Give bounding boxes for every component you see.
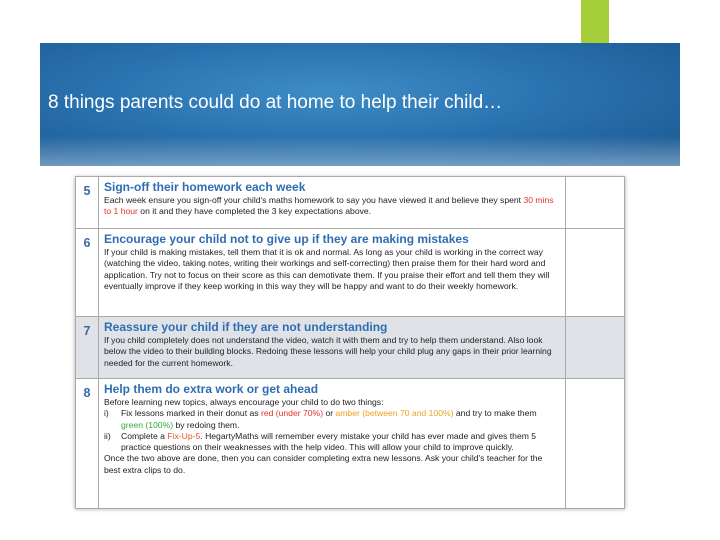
row-number: 7 <box>76 317 99 379</box>
row-content <box>99 317 566 379</box>
row-number: 5 <box>76 177 99 229</box>
red-label: red (under 70%) <box>260 408 324 419</box>
row-content <box>99 177 566 229</box>
row-heading: Help them do extra work or get ahead <box>104 382 319 396</box>
row-heading: Reassure your child if they are not understanding <box>104 320 388 334</box>
table-row-8 <box>76 379 625 509</box>
row-content <box>99 379 566 509</box>
row-heading: Sign-off their homework each week <box>104 180 306 194</box>
tips-table <box>75 176 625 508</box>
table-row-5 <box>76 177 625 229</box>
amber-label: amber (between 70 and 100%) <box>335 408 454 419</box>
row-text: Each week ensure you sign-off your child's maths homework to say you have viewed it and believe they spent 30 mins to 1 hour on it and they have completed the 3 key expectations above. <box>104 195 554 217</box>
slide-title: 8 things parents could do at home to help their child… <box>48 92 503 113</box>
row-number: 8 <box>76 379 99 509</box>
green-label: green (100%) <box>121 419 174 430</box>
tick-cell <box>566 177 625 229</box>
row-text: If your child is making mistakes, tell them that it is ok and normal. As long as your child is working in the correct way (watching the video, taking notes, writing their workings and self-correcting) then praise them for their hard word and application. Try not to focus on their score as this can demotivate them. If you praise their effort and tell them they will eventually improve if they keep working in this way they will be happy and want to do their weekly homework. <box>104 247 550 291</box>
row-text: Before learning new topics, always encourage your child to do two things: i) Fix lessons marked in their donut as red (under 70%) or amber (between 70 and 100%) and try to make them green (100%) by redoing them. ii) Complete a Fix-Up-5. HegartyMaths will remember every mistake your child has ever made and gives them 5 practice questions on their weaknesses with the help video. This will allow your child to improve quickly. Once the two above are done, then you can consider completing extra new lessons. Ask your child's teacher for the best extra clips to do. <box>104 397 543 475</box>
table-row-6 <box>76 229 625 317</box>
time-highlight: 30 mins to 1 hour <box>104 195 554 217</box>
tick-cell <box>566 379 625 509</box>
tick-cell <box>566 229 625 317</box>
row-number: 6 <box>76 229 99 317</box>
row-content <box>99 229 566 317</box>
tick-cell <box>566 317 625 379</box>
fix-up-5-label: Fix-Up-5 <box>167 430 201 441</box>
row-text: If you child completely does not understand the video, watch it with them and try to help them understand. Also look below the video to their building blocks. Redoing these lessons will help your child plug any gaps in their prior learning needed for the current homework. <box>104 335 552 368</box>
row-heading: Encourage your child not to give up if they are making mistakes <box>104 232 469 246</box>
table-row-7 <box>76 317 625 379</box>
